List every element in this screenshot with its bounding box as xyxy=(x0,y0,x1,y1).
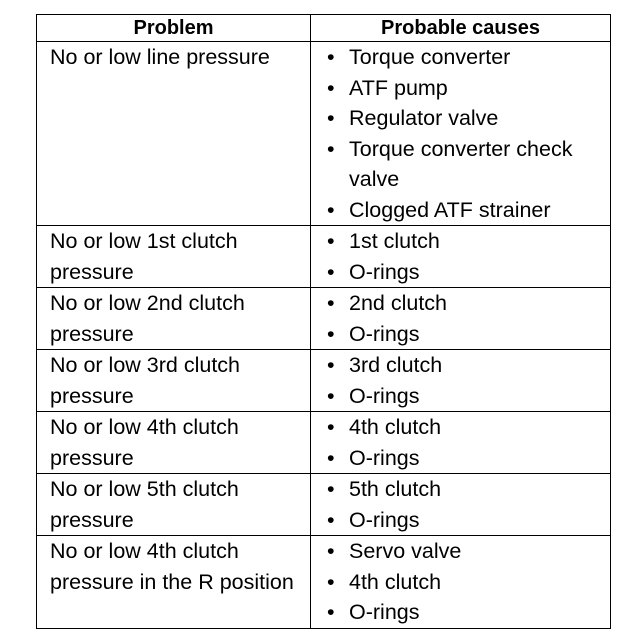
cause-item xyxy=(327,134,606,195)
cause-text: 1st clutch xyxy=(349,229,440,253)
cause-list xyxy=(327,288,606,349)
cause-item xyxy=(327,597,606,628)
bullet-icon: • xyxy=(327,75,335,100)
cause-item xyxy=(327,474,606,505)
cause-text: Servo valve xyxy=(349,539,462,563)
table-row xyxy=(37,536,611,629)
cause-item xyxy=(327,319,606,350)
causes-cell xyxy=(311,42,611,226)
causes-cell xyxy=(311,536,611,629)
bullet-icon: • xyxy=(327,383,335,408)
bullet-icon: • xyxy=(327,291,335,315)
cause-list xyxy=(327,536,606,628)
cause-text: Clogged ATF strainer xyxy=(349,197,551,222)
problem-cell: No or low 2nd clutch pressure xyxy=(37,288,311,350)
cause-text: Torque converter check valve xyxy=(349,136,573,191)
cause-item xyxy=(327,350,606,381)
cause-list xyxy=(327,42,606,225)
bullet-icon: • xyxy=(327,445,335,470)
cause-text: O-rings xyxy=(349,445,420,470)
bullet-icon: • xyxy=(327,136,335,161)
bullet-icon: • xyxy=(327,259,335,284)
cause-text: O-rings xyxy=(349,507,420,532)
table-body xyxy=(37,42,611,629)
causes-cell xyxy=(311,350,611,412)
problem-column-header: Problem xyxy=(37,15,311,42)
cause-item xyxy=(327,103,606,134)
cause-text: Torque converter xyxy=(349,45,511,69)
problem-cell: No or low 4th clutch pressure in the R position xyxy=(37,536,311,629)
causes-column-header: Probable causes xyxy=(311,15,611,42)
bullet-icon: • xyxy=(327,321,335,346)
table-row xyxy=(37,226,611,288)
causes-cell xyxy=(311,288,611,350)
table-row xyxy=(37,474,611,536)
bullet-icon: • xyxy=(327,569,335,594)
table-row xyxy=(37,412,611,474)
problem-cell: No or low 1st clutch pressure xyxy=(37,226,311,288)
causes-cell xyxy=(311,474,611,536)
problem-cell: No or low 3rd clutch pressure xyxy=(37,350,311,412)
bullet-icon: • xyxy=(327,45,335,69)
cause-text: 4th clutch xyxy=(349,569,442,594)
bullet-icon: • xyxy=(327,353,335,377)
table-row xyxy=(37,288,611,350)
problem-cell: No or low 4th clutch pressure xyxy=(37,412,311,474)
cause-text: O-rings xyxy=(349,383,420,408)
cause-text: O-rings xyxy=(349,259,420,284)
bullet-icon: • xyxy=(327,600,335,624)
cause-text: ATF pump xyxy=(349,75,448,100)
bullet-icon: • xyxy=(327,477,335,501)
cause-text: 2nd clutch xyxy=(349,291,448,315)
causes-cell xyxy=(311,226,611,288)
problem-cell: No or low line pressure xyxy=(37,42,311,226)
cause-item xyxy=(327,226,606,257)
cause-item xyxy=(327,257,606,288)
cause-text: O-rings xyxy=(349,321,420,346)
cause-list xyxy=(327,474,606,535)
cause-item xyxy=(327,567,606,598)
cause-text: 5th clutch xyxy=(349,477,442,501)
problem-cell: No or low 5th clutch pressure xyxy=(37,474,311,536)
cause-list xyxy=(327,412,606,473)
table-header xyxy=(37,15,611,42)
bullet-icon: • xyxy=(327,415,335,439)
cause-text: Regulator valve xyxy=(349,106,499,130)
cause-item xyxy=(327,412,606,443)
bullet-icon: • xyxy=(327,106,335,130)
cause-list xyxy=(327,226,606,287)
bullet-icon: • xyxy=(327,197,335,222)
cause-list xyxy=(327,350,606,411)
causes-cell xyxy=(311,412,611,474)
table-row xyxy=(37,350,611,412)
cause-text: 3rd clutch xyxy=(349,353,443,377)
cause-item xyxy=(327,73,606,104)
header-row xyxy=(37,15,611,42)
cause-item xyxy=(327,195,606,226)
cause-item xyxy=(327,381,606,412)
bullet-icon: • xyxy=(327,507,335,532)
cause-item xyxy=(327,42,606,73)
cause-item xyxy=(327,505,606,536)
cause-item xyxy=(327,536,606,567)
table-row xyxy=(37,42,611,226)
cause-item xyxy=(327,288,606,319)
troubleshooting-table xyxy=(36,14,611,629)
bullet-icon: • xyxy=(327,229,335,253)
cause-text: O-rings xyxy=(349,600,420,624)
cause-item xyxy=(327,443,606,474)
bullet-icon: • xyxy=(327,539,335,563)
cause-text: 4th clutch xyxy=(349,415,442,439)
